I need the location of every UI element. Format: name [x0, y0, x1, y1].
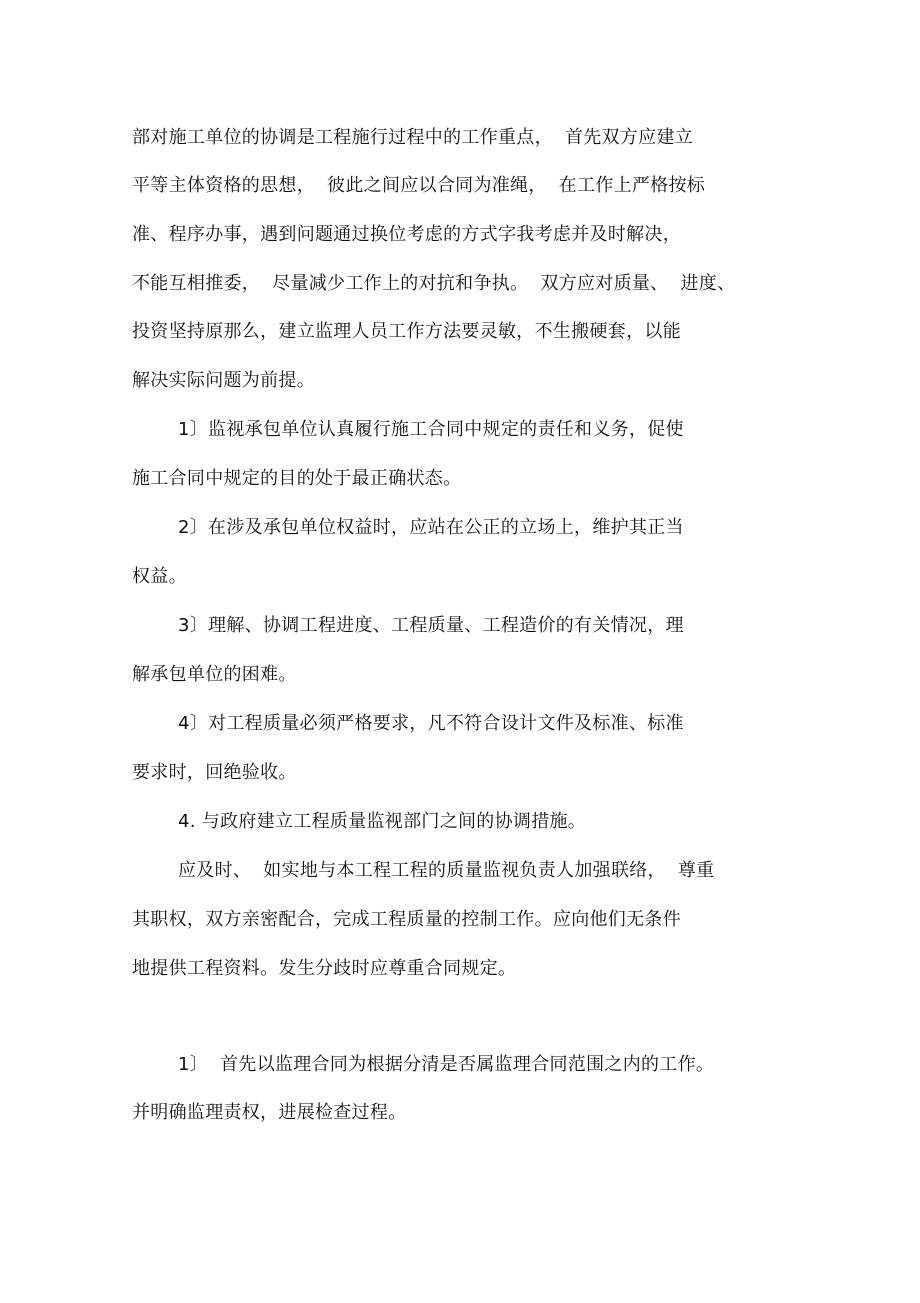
paragraph-line: 准、程序办事，遇到问题通过换位考虑的方式字我考虑并及时解决， [132, 224, 681, 245]
paragraph-line: 投资坚持原那么，建立监理人员工作方法要灵敏，不生搬硬套，以能 [132, 321, 681, 342]
paragraph-line: 解决实际问题为前提。 [132, 370, 315, 391]
list-item-1-line: 施工合同中规定的目的处于最正确状态。 [132, 468, 462, 489]
paragraph-line: 不能互相推委， 尽量减少工作上的对抗和争执。 双方应对质量、 进度、 [132, 273, 736, 294]
paragraph-line: 应及时、 如实地与本工程工程的质量监视负责人加强联络， 尊重 [178, 860, 715, 881]
list-item-3-line: 3〕理解、协调工程进度、工程质量、工程造价的有关情况，理 [178, 615, 684, 636]
list-item-1-line: 1〕 首先以监理合同为根据分清是否属监理合同范围之内的工作。 [178, 1054, 715, 1075]
paragraph-line: 地提供工程资料。发生分歧时应尊重合同规定。 [132, 958, 517, 979]
paragraph-line: 部对施工单位的协调是工程施行过程中的工作重点， 首先双方应建立 [132, 127, 694, 148]
paragraph-line: 其职权，双方亲密配合，完成工程质量的控制工作。应向他们无条件 [132, 909, 681, 930]
paragraph-line: 平等主体资格的思想， 彼此之间应以合同为准绳， 在工作上严格按标 [132, 175, 706, 196]
section-heading: 4. 与政府建立工程质量监视部门之间的协调措施。 [178, 811, 587, 832]
list-item-2-line: 权益。 [132, 566, 187, 587]
list-item-4-line: 要求时，回绝验收。 [132, 762, 297, 783]
list-item-1-line: 并明确监理责权，进展检查过程。 [132, 1102, 407, 1123]
list-item-2-line: 2〕在涉及承包单位权益时，应站在公正的立场上，维护其正当 [178, 517, 684, 538]
list-item-4-line: 4〕对工程质量必须严格要求，凡不符合设计文件及标准、标准 [178, 713, 684, 734]
list-item-1-line: 1〕监视承包单位认真履行施工合同中规定的责任和义务，促使 [178, 419, 684, 440]
list-item-3-line: 解承包单位的困难。 [132, 664, 297, 685]
